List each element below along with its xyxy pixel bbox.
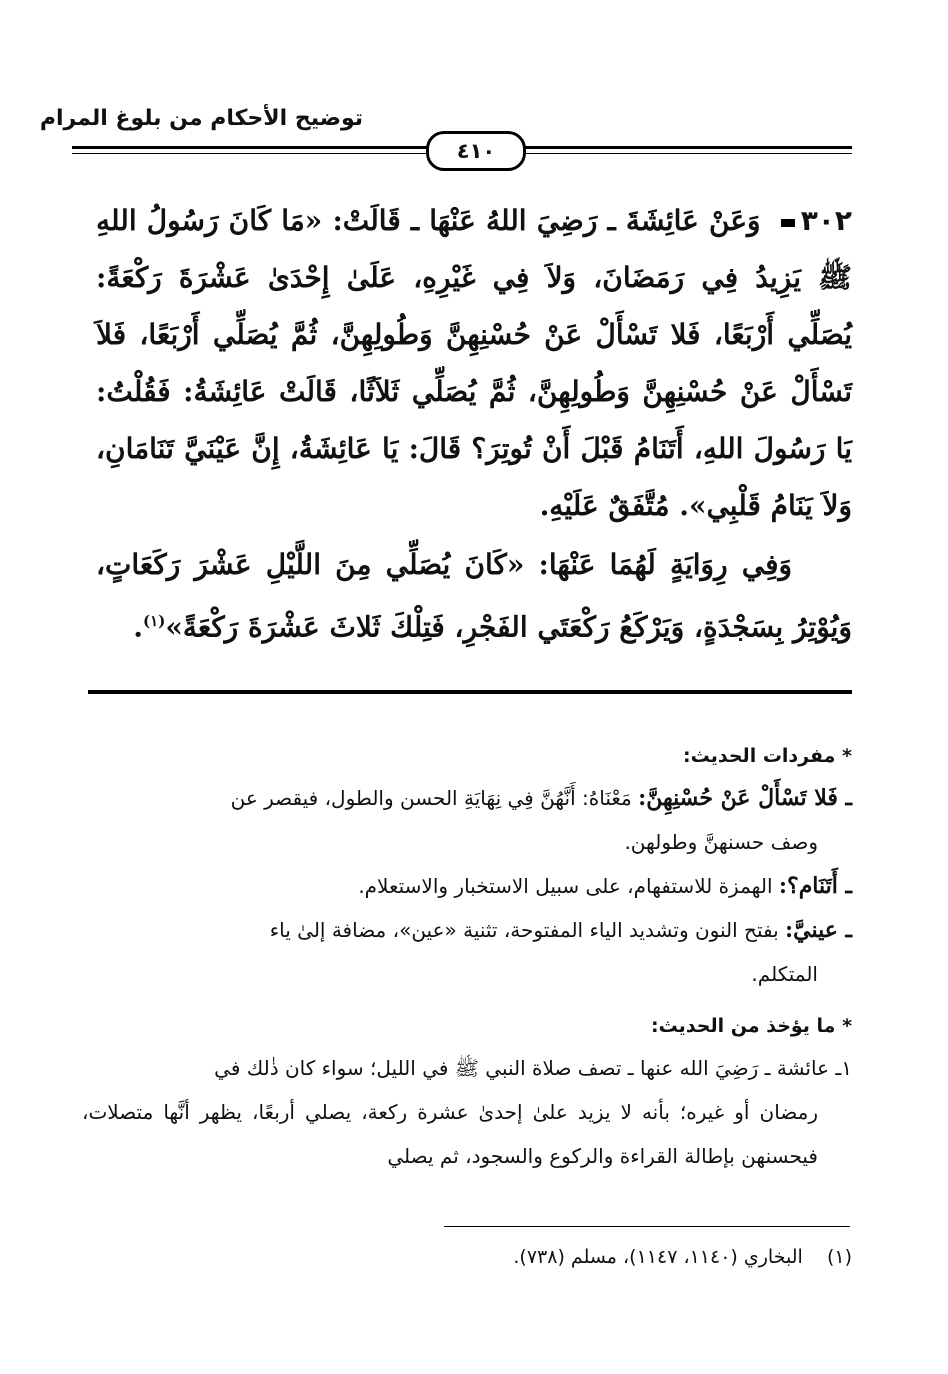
hadith-main-paragraph <box>96 192 852 534</box>
hadith-number: ٣٠٢ <box>800 204 852 237</box>
vocab-item <box>82 864 852 908</box>
hadith-text: وَعَنْ عَائِشَةَ ـ رَضِيَ اللهُ عَنْهَا ـ قَالَتْ: «مَا كَانَ رَسُولُ اللهِ ﷺ يَزِيدُ فِي رَمَضَانَ، وَلاَ فِي غَيْرِهِ، عَلَىٰ إِحْدَىٰ عَشْرَةَ رَكْعَةً: يُصَلِّي أَرْبَعًا، فَلا تَسْأَلْ عَنْ حُسْنِهِنَّ وَطُولِهِنَّ، ثُمَّ يُصَلِّي أَرْبَعًا، فَلاَ تَسْأَلْ عَنْ حُسْنِهِنَّ وَطُولِهِنَّ، ثُمَّ يُصَلِّي ثَلاَثًا، قَالَتْ عَائِشَةُ: فَقُلْتُ: يَا رَسُولَ اللهِ، أَتَنَامُ قَبْلَ أَنْ تُوتِرَ؟ قَالَ: يَا عَائِشَةُ، إِنَّ عَيْنَيَّ تَنَامَانِ، وَلاَ يَنَامُ قَلْبِي». مُتَّفَقٌ عَلَيْهِ. <box>96 204 852 522</box>
vocab-term: ـ عينيَّ: <box>785 917 852 943</box>
vocab-continuation: وصف حسنهنَّ وطولهن. <box>624 830 818 854</box>
vocab-definition: الهمزة للاستفهام، على سبيل الاستخبار والاستعلام. <box>358 874 773 898</box>
vocab-item <box>82 908 852 952</box>
footnote-reference: (١) <box>143 612 166 630</box>
vocab-term: ـ فَلا تَسْأَلْ عَنْ حُسْنِهِنَّ: <box>638 785 852 811</box>
vocab-continuation: المتكلم. <box>751 962 818 986</box>
narration-end: . <box>133 610 144 644</box>
number-dash <box>781 219 795 227</box>
section-divider <box>88 690 852 694</box>
lesson-point: ١ـ عائشة ـ رَضِيَ الله عنها ـ تصف صلاة النبي ﷺ في الليل؛ سواء كان ذٰلك في <box>214 1056 852 1080</box>
narration-text: وَفِي رِوَايَةٍ لَهُمَا عَنْهَا: «كَانَ يُصَلِّي مِنَ اللَّيْلِ عَشْرَ رَكَعَاتٍ، وَيُوْتِرُ بِسَجْدَةٍ، وَيَرْكَعُ رَكْعَتَي الفَجْرِ، فَتِلْكَ ثَلاثَ عَشْرَةَ رَكْعَةً» <box>96 548 852 644</box>
hadith-block <box>96 192 852 655</box>
hadith-narration-paragraph <box>96 536 852 655</box>
footnote-marker: (١) <box>826 1246 852 1268</box>
footnote-rule <box>444 1226 850 1227</box>
vocab-term: ـ أَتَنَام؟: <box>778 873 852 899</box>
spacer <box>82 996 852 1006</box>
vocab-definition: بفتح النون وتشديد الياء المفتوحة، تثنية «عين»، مضافة إلىٰ ياء <box>269 918 779 942</box>
vocab-item <box>82 776 852 820</box>
lessons-heading: * ما يؤخذ من الحديث: <box>650 1015 852 1037</box>
vocab-heading: * مفردات الحديث: <box>683 745 852 767</box>
lesson-point-continuation: رمضان أو غيره؛ بأنه لا يزيد علىٰ إحدىٰ عشرة ركعة، يصلي أربعًا، يظهر أنَّها متصلات، فيحسنهن بإطالة القراءة والركوع والسجود، ثم يصلي <box>82 1100 818 1168</box>
footnote <box>513 1246 852 1268</box>
page-number-badge: ٤١٠ <box>426 131 526 171</box>
vocab-definition: مَعْنَاهُ: أَنَّهُنَّ فِي نِهَايَةِ الحسن والطول، فيقصر عن <box>230 786 632 810</box>
footnote-text: البخاري (١١٤٠، ١١٤٧)، مسلم (٧٣٨). <box>513 1246 803 1268</box>
running-title: توضيح الأحكام من بلوغ المرام <box>39 106 363 131</box>
commentary-block <box>82 736 852 1178</box>
